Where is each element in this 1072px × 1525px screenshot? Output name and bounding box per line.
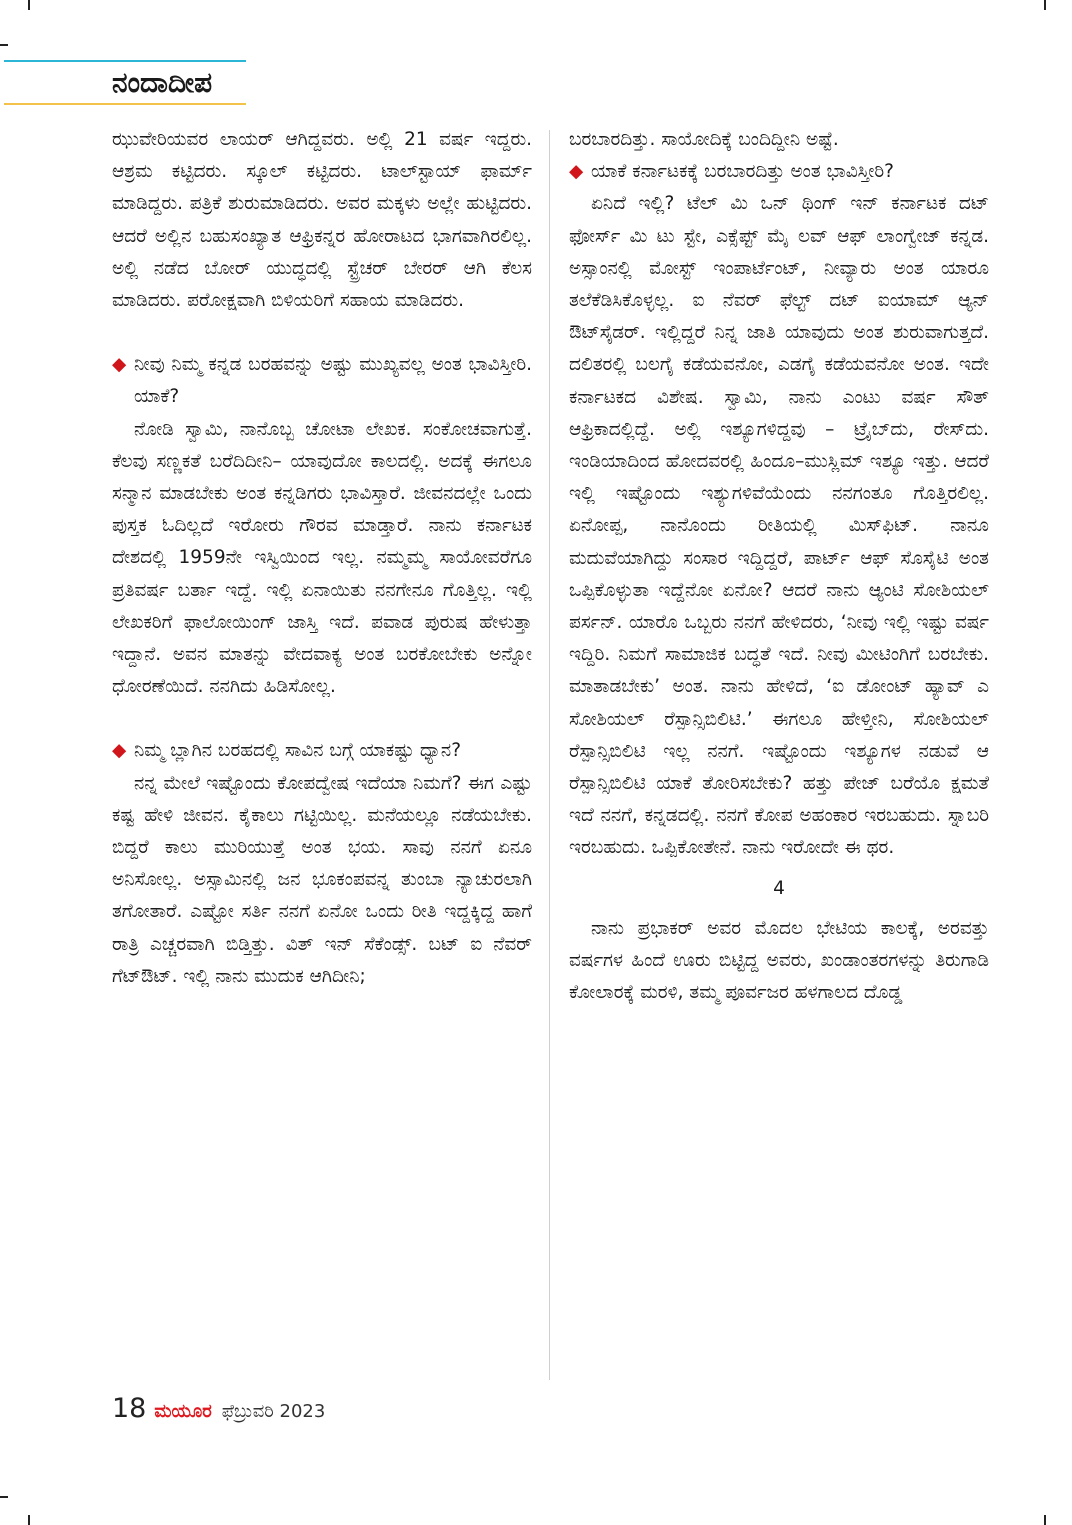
column-divider xyxy=(549,130,550,1380)
red-diamond-icon: ◆ xyxy=(112,354,127,376)
paragraph: ನಾನು ಪ್ರಭಾಕರ್ ಅವರ ಮೊದಲ ಭೇಟಿಯ ಕಾಲಕ್ಕೆ, ಅರವತ್ತು ವರ್ಷಗಳ ಹಿಂದೆ ಊರು ಬಿಟ್ಟಿದ್ದ ಅವರು, ಖಂಡಾಂತರಗಳನ್ನು ತಿರುಗಾಡಿ ಕೋಲಾರಕ್ಕೆ ಮರಳಿ, ತಮ್ಮ ಪೂರ್ವಜರ ಹಳಗಾಲದ ದೊಡ್ಡ xyxy=(569,917,989,1004)
answer-paragraph: ಏನಿದೆ ಇಲ್ಲಿ? ಟೆಲ್ ಮಿ ಒನ್ ಥಿಂಗ್ ಇನ್ ಕರ್ನಾಟಕ ದಟ್ ಫೋರ್ಸ್ ಮಿ ಟು ಸ್ಟೇ, ಎಕ್ಸೆಪ್ಟ್ ಮೈ ಲವ್ ಆಫ್ ಲಾಂಗ್ವೇಜ್ ಕನ್ನಡ. ಅಸ್ಸಾಂನಲ್ಲಿ ಮೋಸ್ಟ್ ಇಂಪಾರ್ಟೆಂಟ್, ನೀವ್ಯಾರು ಅಂತ ಯಾರೂ ತಲೆಕೆಡಿಸಿಕೊಳ್ಳಲ್ಲ. ಐ ನೆವರ್ ಫೆಲ್ಟ್ ದಟ್ ಐಯಾಮ್ ಆ್ಯನ್ ಔಟ್‌ಸೈಡರ್. ಇಲ್ಲಿದ್ದರೆ ನಿನ್ನ ಜಾತಿ ಯಾವುದು ಅಂತ ಶುರುವಾಗುತ್ತದೆ. ದಲಿತರಲ್ಲಿ ಬಲಗೈ ಕಡೆಯವನೋ, ಎಡಗೈ ಕಡೆಯವನೋ ಅಂತ. ಇದೇ ಕರ್ನಾಟಕದ ವಿಶೇಷ. ಸ್ವಾಮಿ, ನಾನು ಎಂಟು ವರ್ಷ ಸೌತ್ ಆಫ್ರಿಕಾದಲ್ಲಿದ್ದೆ. ಅಲ್ಲಿ ಇಶ್ಯೂಗಳಿದ್ದವು – ಟ್ರೈಬ್‌ದು, ರೇಸ್‌ದು. ಇಂಡಿಯಾದಿಂದ ಹೋದವರಲ್ಲಿ ಹಿಂದೂ–ಮುಸ್ಲಿಮ್ ಇಶ್ಯೂ ಇತ್ತು. ಆದರೆ ಇಲ್ಲಿ ಇಷ್ಟೊಂದು ಇಶ್ಯುಗಳಿವೆಯೆಂದು ನನಗಂತೂ ಗೊತ್ತಿರಲಿಲ್ಲ. ಏನೋಪ್ಪ, ನಾನೊಂದು ರೀತಿಯಲ್ಲಿ ಮಿಸ್‌ಫಿಟ್. ನಾನೂ ಮದುವೆಯಾಗಿದ್ದು ಸಂಸಾರ ಇದ್ದಿದ್ದರೆ, ಪಾರ್ಟ್ ಆಫ್ ಸೊಸೈಟಿ ಅಂತ ಒಪ್ಪಿಕೊಳ್ಳುತಾ ಇದ್ದೆನೋ ಏನೋ? ಆದರೆ ನಾನು ಆ್ಯಂಟಿ ಸೋಶಿಯಲ್ ಪರ್ಸನ್. ಯಾರೊ ಒಬ್ಬರು ನನಗೆ ಹೇಳಿದರು, ‘ನೀವು ಇಲ್ಲಿ ಇಷ್ಟು ವರ್ಷ ಇದ್ದಿರಿ. ನಿಮಗೆ ಸಾಮಾಜಿಕ ಬದ್ಧತೆ ಇದೆ. ನೀವು ಮೀಟಿಂಗಿಗೆ ಬರಬೇಕು. ಮಾತಾಡಬೇಕು’ ಅಂತ. ನಾನು ಹೇಳಿದೆ, ‘ಐ ಡೋಂಟ್ ಹ್ಯಾವ್ ಎ ಸೋಶಿಯಲ್ ರೆಸ್ಪಾನ್ಸಿಬಿಲಿಟಿ.’ ಈಗಲೂ ಹೇಳ್ತೀನಿ, ಸೋಶಿಯಲ್ ರೆಸ್ಪಾನ್ಸಿಬಿಲಿಟಿ ಇಲ್ಲ ನನಗೆ. ಇಷ್ಟೊಂದು ಇಶ್ಯೂಗಳ ನಡುವೆ ಆ ರೆಸ್ಪಾನ್ಸಿಬಿಲಿಟಿ ಯಾಕೆ ತೋರಿಸಬೇಕು? ಹತ್ತು ಪೇಜ್ ಬರೆಯೊ ಕ್ಷಮತೆ ಇದೆ ನನಗೆ, ಕನ್ನಡದಲ್ಲಿ. ನನಗೆ ಕೋಪ ಅಹಂಕಾರ ಇರಬಹುದು. ಸ್ನಾಬರಿ ಇರಬಹುದು. ಒಪ್ಪಿಕೋತೇನೆ. ನಾನು ಇರೋದೇ ಈ ಥರ. xyxy=(569,193,989,859)
question-text: ನೀವು ನಿಮ್ಮ ಕನ್ನಡ ಬರಹವನ್ನು ಅಷ್ಟು ಮುಖ್ಯವಲ್ಲ ಅಂತ ಭಾವಿಸ್ತೀರಿ. ಯಾಕೆ? xyxy=(134,354,532,408)
question-text: ಯಾಕೆ ಕರ್ನಾಟಕಕ್ಕೆ ಬರಬಾರದಿತ್ತು ಅಂತ ಭಾವಿಸ್ತೀರಿ? xyxy=(591,161,894,183)
crop-mark xyxy=(0,1496,8,1498)
left-column xyxy=(112,124,532,993)
answer-paragraph: ನೋಡಿ ಸ್ವಾಮಿ, ನಾನೊಬ್ಬ ಚೋಟಾ ಲೇಖಕ. ಸಂಕೋಚವಾಗುತ್ತೆ. ಕೆಲವು ಸಣ್ಣಕತೆ ಬರೆದಿದೀನಿ– ಯಾವುದೋ ಕಾಲದಲ್ಲಿ. ಅದಕ್ಕೆ ಈಗಲೂ ಸನ್ಮಾನ ಮಾಡಬೇಕು ಅಂತ ಕನ್ನಡಿಗರು ಭಾವಿಸ್ತಾರೆ. ಜೀವನದಲ್ಲೇ ಒಂದು ಪುಸ್ತಕ ಓದಿಲ್ಲದೆ ಇರೋರು ಗೌರವ ಮಾಡ್ತಾರೆ. ನಾನು ಕರ್ನಾಟಕ ದೇಶದಲ್ಲಿ 1959ನೇ ಇಸ್ವಿಯಿಂದ ಇಲ್ಲ. ನಮ್ಮಮ್ಮ ಸಾಯೋವರೆಗೂ ಪ್ರತಿವರ್ಷ ಬರ್ತಾ ಇದ್ದೆ. ಇಲ್ಲಿ ಏನಾಯಿತು ನನಗೇನೂ ಗೊತ್ತಿಲ್ಲ. ಇಲ್ಲಿ ಲೇಖಕರಿಗೆ ಫಾಲೋಯಿಂಗ್ ಜಾಸ್ತಿ ಇದೆ. ಪವಾಡ ಪುರುಷ ಹೇಳುತ್ತಾ ಇದ್ದಾನೆ. ಅವನ ಮಾತನ್ನು ವೇದವಾಕ್ಯ ಅಂತ ಬರಕೋಬೇಕು ಅನ್ನೋ ಧೋರಣೆಯಿದೆ. ನನಗಿದು ಹಿಡಿಸೋಲ್ಲ. xyxy=(112,418,532,698)
crop-mark xyxy=(1044,1515,1046,1525)
paragraph: ಝುವೇರಿಯವರ ಲಾಯರ್ ಆಗಿದ್ದವರು. ಅಲ್ಲಿ 21 ವರ್ಷ ಇದ್ದರು. ಆಶ್ರಮ ಕಟ್ಟಿದರು. ಸ್ಕೂಲ್ ಕಟ್ಟಿದರು. ಟಾಲ್‌ಸ್ಟಾಯ್ ಫಾರ್ಮ್ ಮಾಡಿದ್ದರು. ಪತ್ರಿಕೆ ಶುರುಮಾಡಿದರು. ಅವರ ಮಕ್ಕಳು ಅಲ್ಲೇ ಹುಟ್ಟಿದರು. ಆದರೆ ಅಲ್ಲಿನ ಬಹುಸಂಖ್ಯಾತ ಆಫ್ರಿಕನ್ನರ ಹೋರಾಟದ ಭಾಗವಾಗಿರಲಿಲ್ಲ. ಅಲ್ಲಿ ನಡೆದ ಬೋರ್ ಯುದ್ಧದಲ್ಲಿ ಸ್ಟ್ರೆಚರ್ ಬೇರರ್ ಆಗಿ ಕೆಲಸ ಮಾಡಿದರು. ಪರೋಕ್ಷವಾಗಿ ಬಿಳಿಯರಿಗೆ ಸಹಾಯ ಮಾಡಿದರು. xyxy=(112,129,532,312)
header-rule-top xyxy=(4,60,246,62)
magazine-logo: ಮಯೂರ xyxy=(154,1401,212,1422)
section-title: ನಂದಾದೀಪ xyxy=(112,66,213,99)
red-diamond-icon: ◆ xyxy=(569,161,584,183)
interview-question xyxy=(112,349,532,413)
interview-question xyxy=(112,735,532,767)
page-number: 18 xyxy=(112,1393,147,1424)
header-rule-bottom xyxy=(4,103,246,105)
crop-mark xyxy=(0,44,8,46)
right-column xyxy=(569,124,989,1009)
paragraph: ಬರಬಾರದಿತ್ತು. ಸಾಯೋದಿಕ್ಕೆ ಬಂದಿದ್ದೀನಿ ಅಷ್ಟೆ. xyxy=(569,129,839,150)
issue-date: ಫೆಬ್ರುವರಿ 2023 xyxy=(221,1401,326,1422)
interview-question xyxy=(569,156,989,188)
crop-mark xyxy=(28,0,30,10)
question-text: ನಿಮ್ಮ ಬ್ಲಾಗಿನ ಬರಹದಲ್ಲಿ ಸಾವಿನ ಬಗ್ಗೆ ಯಾಕಷ್ಟು ಧ್ಯಾನ? xyxy=(134,740,462,762)
answer-paragraph: ನನ್ನ ಮೇಲೆ ಇಷ್ಟೊಂದು ಕೋಪದ್ವೇಷ ಇದೆಯಾ ನಿಮಗೆ? ಈಗ ಎಷ್ಟು ಕಷ್ಟ ಹೇಳಿ ಜೀವನ. ಕೈಕಾಲು ಗಟ್ಟಿಯಿಲ್ಲ. ಮನೆಯಲ್ಲೂ ನಡೆಯಬೇಕು. ಬಿದ್ದರೆ ಕಾಲು ಮುರಿಯುತ್ತೆ ಅಂತ ಭಯ. ಸಾವು ನನಗೆ ಏನೂ ಅನಿಸೋಲ್ಲ. ಅಸ್ಸಾಮಿನಲ್ಲಿ ಜನ ಭೂಕಂಪವನ್ನ ತುಂಬಾ ನ್ಯಾಚುರಲಾಗಿ ತಗೋತಾರೆ. ಎಷ್ಟೋ ಸರ್ತಿ ನನಗೆ ಏನೋ ಒಂದು ರೀತಿ ಇದ್ದಕ್ಕಿದ್ದ ಹಾಗೆ ರಾತ್ರಿ ಎಚ್ಚರವಾಗಿ ಬಿಡ್ತಿತ್ತು. ವಿತ್ ಇನ್ ಸೆಕೆಂಡ್ಸ್. ಬಟ್ ಐ ನೆವರ್ ಗೆಟ್‌ಔಟ್. ಇಲ್ಲಿ ನಾನು ಮುದುಕ ಆಗಿದೀನಿ; xyxy=(112,772,532,987)
crop-mark xyxy=(1044,0,1046,10)
section-number: 4 xyxy=(773,877,785,899)
red-diamond-icon: ◆ xyxy=(112,740,127,762)
crop-mark xyxy=(28,1515,30,1525)
page-footer xyxy=(112,1393,325,1429)
